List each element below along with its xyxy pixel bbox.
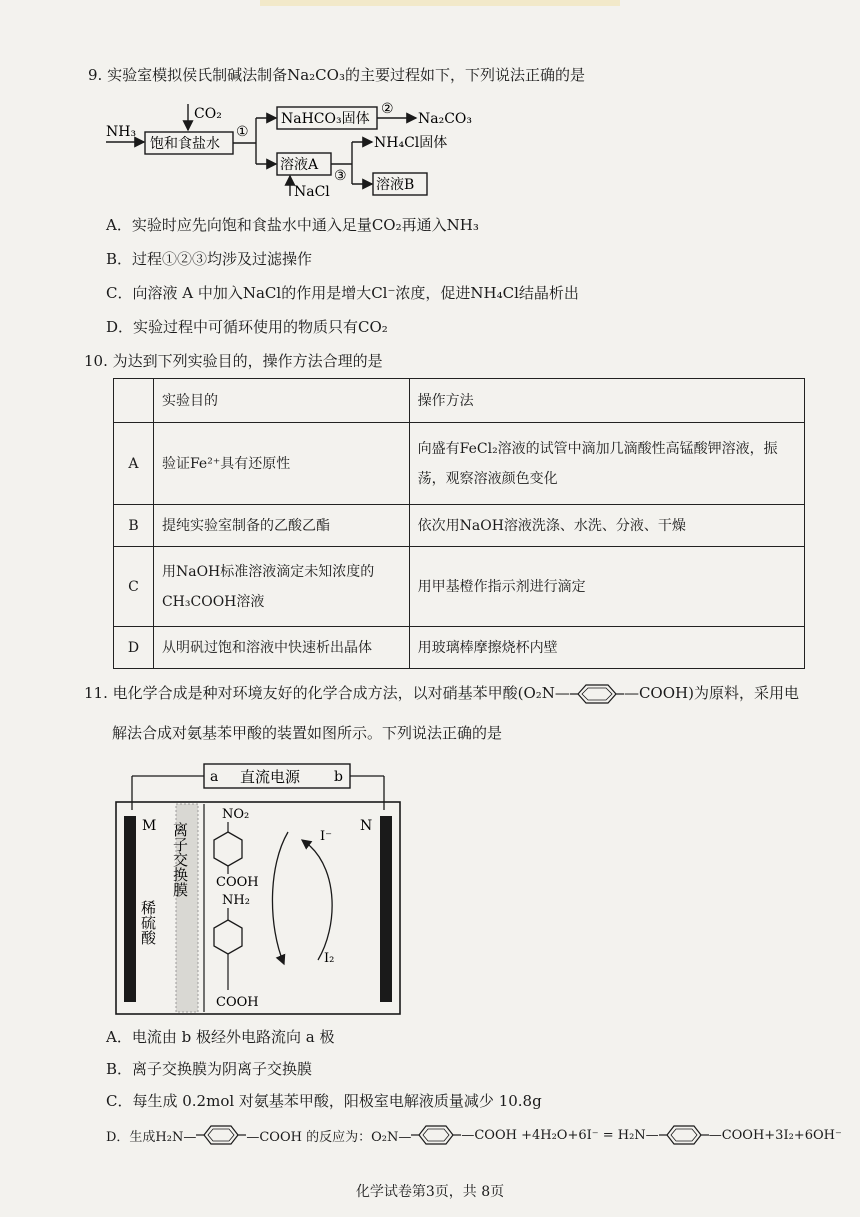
q11-stem <box>84 682 799 705</box>
flow-na2co3: Na₂CO₃ <box>418 111 473 127</box>
q9-stem-text: 实验室模拟侯氏制碱法制备Na₂CO₃的主要过程如下，下列说法正确的是 <box>107 66 585 84</box>
table-row <box>114 423 805 505</box>
q10-stem <box>84 350 383 371</box>
row-purpose: 提纯实验室制备的乙酸乙酯 <box>153 505 409 547</box>
q11-number: 11. <box>84 684 108 702</box>
electrode-m-label: M <box>142 818 157 834</box>
flow-step2: ② <box>381 101 394 117</box>
row-label: C <box>114 547 154 627</box>
q11-option-c: C．每生成 0.2mol 对氨基苯甲酸，阳极室电解液质量减少 10.8g <box>106 1092 542 1110</box>
amino-group-label: NH₂ <box>222 893 250 908</box>
carboxyl-bottom-label: COOH <box>216 995 259 1010</box>
power-terminal-a: a <box>210 769 219 785</box>
q9-flow-diagram <box>100 96 500 208</box>
flow-solution-a: 溶液A <box>280 157 319 173</box>
q11-stem-part2: —COOH)为原料，采用电 <box>623 684 799 702</box>
q10-table <box>113 378 805 669</box>
benzene-ring-top <box>214 832 242 866</box>
page-footer: 化学试卷第3页，共 8页 <box>355 1184 505 1200</box>
row-purpose: 用NaOH标准溶液滴定未知浓度的CH₃COOH溶液 <box>153 547 409 627</box>
table-row <box>114 627 805 669</box>
left-solution-label: 稀硫酸 <box>139 900 157 945</box>
flow-nh4cl: NH₄Cl固体 <box>374 135 448 151</box>
electrolytic-cell <box>116 802 400 1014</box>
row-purpose: 从明矾过饱和溶液中快速析出晶体 <box>153 627 409 669</box>
flow-solution-b: 溶液B <box>376 177 415 193</box>
flow-nahco3: NaHCO₃固体 <box>281 111 370 127</box>
q10-number: 10. <box>84 352 108 370</box>
flow-nacl: NaCl <box>294 184 330 200</box>
q9-number: 9. <box>88 66 103 84</box>
flow-step3: ③ <box>334 168 347 184</box>
row-label: D <box>114 627 154 669</box>
q9-option-d: D．实验过程中可循环使用的物质只有CO₂ <box>106 318 388 336</box>
q10-stem-text: 为达到下列实验目的，操作方法合理的是 <box>112 352 383 370</box>
table-row <box>114 547 805 627</box>
table-header-row <box>114 379 805 423</box>
benzene-ring-d3 <box>659 1124 709 1146</box>
q9-option-a: A．实验时应先向饱和食盐水中通入足量CO₂再通入NH₃ <box>106 216 479 234</box>
reaction-arrow-right <box>310 846 332 960</box>
membrane-label: 离子交换膜 <box>171 822 189 897</box>
power-terminal-b: b <box>334 769 343 785</box>
electrode-m <box>124 816 136 1002</box>
q11-option-b: B．离子交换膜为阴离子交换膜 <box>106 1060 313 1078</box>
option-d-end: —COOH+3I₂+6OH⁻ <box>708 1127 842 1143</box>
electrolysis-apparatus <box>112 760 408 1022</box>
power-label: 直流电源 <box>240 768 301 786</box>
table-header-method: 操作方法 <box>409 379 804 423</box>
row-method: 向盛有FeCl₂溶液的试管中滴加几滴酸性高锰酸钾溶液，振荡，观察溶液颜色变化 <box>409 423 804 505</box>
scan-mark <box>260 0 620 6</box>
reaction-arrow-left <box>272 832 288 964</box>
electrode-n-label: N <box>360 818 373 834</box>
table-header-purpose: 实验目的 <box>153 379 409 423</box>
q9-stem <box>88 64 585 85</box>
table-header-corner <box>114 379 154 423</box>
flow-step1: ① <box>236 124 249 140</box>
q9-option-b: B．过程①②③均涉及过滤操作 <box>106 250 313 268</box>
iodine-label: I₂ <box>324 951 335 966</box>
iodide-label: I⁻ <box>320 829 332 844</box>
benzene-ring-d1 <box>196 1124 246 1146</box>
row-method: 依次用NaOH溶液洗涤、水洗、分液、干燥 <box>409 505 804 547</box>
option-d-mid1: —COOH 的反应为：O₂N— <box>246 1129 412 1145</box>
flow-saturated-brine: 饱和食盐水 <box>150 136 220 152</box>
row-method: 用甲基橙作指示剂进行滴定 <box>409 547 804 627</box>
row-purpose: 验证Fe²⁺具有还原性 <box>153 423 409 505</box>
reaction-arrow-right-head <box>302 840 310 846</box>
flow-co2: CO₂ <box>194 106 222 122</box>
table-row <box>114 505 805 547</box>
row-method: 用玻璃棒摩擦烧杯内壁 <box>409 627 804 669</box>
option-d-mid2: —COOH +4H₂O+6I⁻ = H₂N— <box>461 1127 659 1143</box>
q11-option-d <box>106 1124 842 1146</box>
nitro-group-label: NO₂ <box>222 807 250 822</box>
q11-stem-part1: 电化学合成是种对环境友好的化学合成方法，以对硝基苯甲酸(O₂N— <box>112 684 570 702</box>
option-d-prefix: D．生成H₂N— <box>106 1129 197 1145</box>
q11-option-a: A．电流由 b 极经外电路流向 a 极 <box>106 1028 335 1046</box>
q9-option-c: C．向溶液 A 中加入NaCl的作用是增大Cl⁻浓度，促进NH₄Cl结晶析出 <box>106 284 579 302</box>
q11-stem-line2: 解法合成对氨基苯甲酸的装置如图所示。下列说法正确的是 <box>112 724 503 742</box>
flow-nh3: NH₃ <box>106 124 137 140</box>
row-label: B <box>114 505 154 547</box>
row-label: A <box>114 423 154 505</box>
benzene-ring-inline <box>570 683 624 705</box>
benzene-ring-d2 <box>411 1124 461 1146</box>
carboxyl-top-label: COOH <box>216 875 259 890</box>
benzene-ring-bottom <box>214 920 242 954</box>
electrode-n <box>380 816 392 1002</box>
